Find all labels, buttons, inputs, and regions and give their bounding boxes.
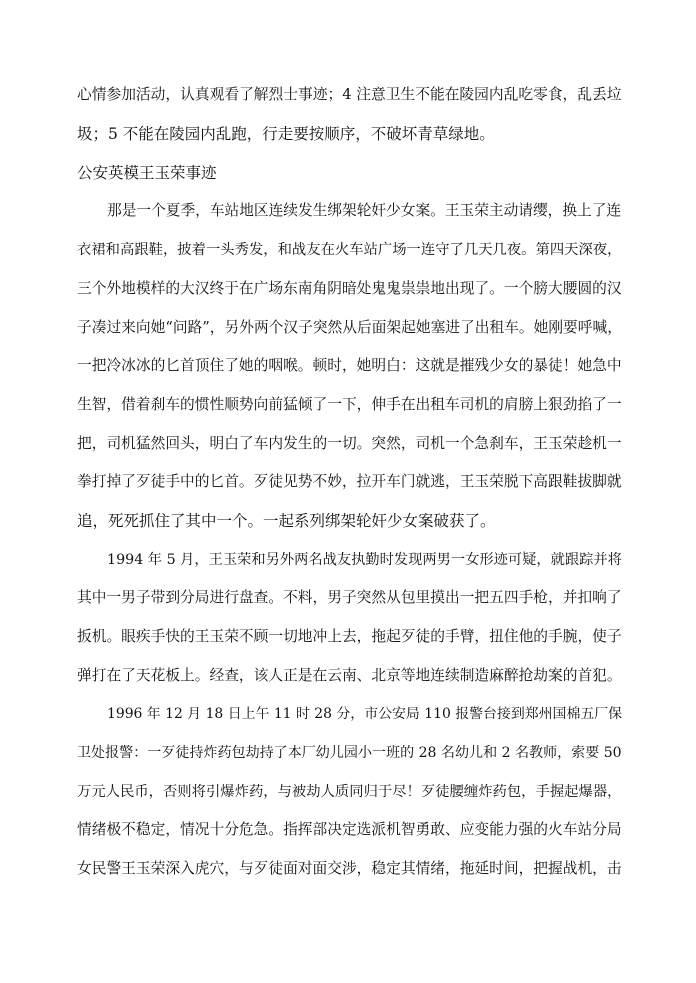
text-line: 其中一男子带到分局进行盘查。不料，男子突然从包里摸出一把五四手枪，并扣响了 bbox=[77, 589, 622, 606]
text-line: 一把冷冰冰的匕首顶住了她的咽喉。顿时，她明白：这就是摧残少女的暴徒！她急中 bbox=[77, 357, 622, 374]
text-line: 扳机。眼疾手快的王玉荣不顾一切地冲上去，拖起歹徒的手臂，扭住他的手腕，使子 bbox=[77, 628, 622, 645]
text-line: 情绪极不稳定，情况十分危急。指挥部决定选派机智勇敢、应变能力强的火车站分局 bbox=[77, 821, 622, 838]
text-line: 万元人民币，否则将引爆炸药，与被劫人质同归于尽！歹徒腰缠炸药包，手握起爆器， bbox=[77, 784, 622, 800]
text-line: 子凑过来向她“问路”，另外两个汉子突然从后面架起她塞进了出租车。她刚要呼喊， bbox=[77, 319, 622, 336]
text-line: 拳打掉了歹徒手中的匕首。歹徒见势不妙，拉开车门就逃，王玉荣脱下高跟鞋拔脚就 bbox=[77, 473, 622, 490]
text-line: 那是一个夏季，车站地区连续发生绑架轮奸少女案。王玉荣主动请缨，换上了连 bbox=[107, 202, 622, 219]
text-line: 弹打在了天花板上。经查，该人正是在云南、北京等地连续制造麻醉抢劫案的首犯。 bbox=[77, 667, 622, 684]
text-line: 生智，借着刹车的惯性顺势向前猛倾了一下，伸手在出租车司机的肩膀上狠劲掐了一 bbox=[77, 396, 622, 413]
text-line: 1996 年 12 月 18 日上午 11 时 28 分，市公安局 110 报警台接到郑州国棉五厂保 bbox=[107, 706, 623, 722]
text-line: 追，死死抓住了其中一个。一起系列绑架轮奸少女案破获了。 bbox=[77, 512, 496, 530]
text-line: 女民警王玉荣深入虎穴，与歹徒面对面交涉，稳定其情绪，拖延时间，把握战机，击 bbox=[77, 860, 622, 877]
text-line: 把，司机猛然回头，明白了车内发生的一切。突然，司机一个急刹车，王玉荣趁机一 bbox=[77, 435, 622, 452]
text-line: 三个外地模样的大汉终于在广场东南角阴暗处鬼鬼祟祟地出现了。一个膀大腰圆的汉 bbox=[77, 280, 622, 297]
text-line: 衣裙和高跟鞋，披着一头秀发，和战友在火车站广场一连守了几天几夜。第四天深夜， bbox=[77, 242, 622, 258]
section-title: 公安英模王玉荣事迹 bbox=[77, 164, 217, 182]
text-line: 1994 年 5 月，王玉荣和另外两名战友执勤时发现两男一女形迹可疑，就跟踪并将 bbox=[107, 552, 622, 568]
text-line: 圾；5 不能在陵园内乱跑，行走要按顺序，不破坏青草绿地。 bbox=[77, 125, 495, 143]
text-line: 卫处报警：一歹徒持炸药包劫持了本厂幼儿园小一班的 28 名幼儿和 2 名教师，索要 50 bbox=[77, 745, 622, 761]
text-line: 心情参加活动，认真观看了解烈士事迹；4 注意卫生不能在陵园内乱吃零食，乱丢垃 bbox=[77, 86, 622, 103]
